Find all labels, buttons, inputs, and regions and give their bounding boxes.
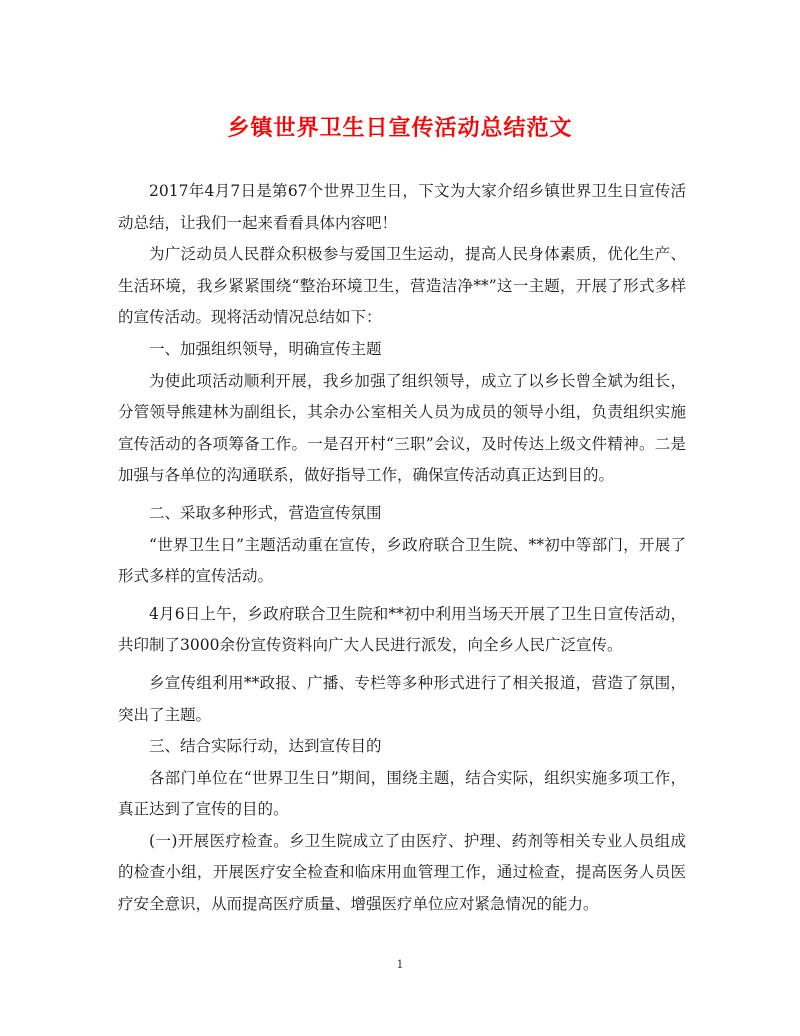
document-title: 乡镇世界卫生日宣传活动总结范文 [227,115,573,141]
section-heading-1: 一、加强组织领导，明确宣传主题 [149,339,382,358]
section-heading-2: 二、采取多种形式，营造宣传氛围 [149,503,382,522]
paragraph-organization: 为使此项活动顺利开展，我乡加强了组织领导，成立了以乡长曾全斌为组长，分管领导熊建林为副组长，其余办公室相关人员为成员的领导小组，负责组织实施宣传活动的各项筹备工作。一是召开村“三职”会议，及时传达上级文件精神。二是加强与各单位的沟通联系，做好指导工作，确保宣传活动真正达到目的。 [118,371,686,485]
paragraph-media: 乡宣传组利用**政报、广播、专栏等多种形式进行了相关报道，营造了氛围，突出了主题。 [118,673,686,724]
paragraph-forms: “世界卫生日”主题活动重在宣传，乡政府联合卫生院、**初中等部门，开展了形式多样的宣传活动。 [118,535,686,586]
document-body [118,176,686,921]
page-number: 1 [396,958,404,971]
section-heading-3: 三、结合实际行动，达到宣传目的 [149,737,382,756]
paragraph-intro: 2017年4月7日是第67个世界卫生日，下文为大家介绍乡镇世界卫生日宣传活动总结，让我们一起来看看具体内容吧！ [118,182,686,232]
paragraph-departments: 各部门单位在“世界卫生日”期间，围绕主题，结合实际，组织实施多项工作，真正达到了宣传的目的。 [118,768,686,819]
paragraph-background: 为广泛动员人民群众积极参与爱国卫生运动，提高人民身体素质，优化生产、生活环境，我乡紧紧围绕“整治环境卫生，营造洁净**”这一主题，开展了形式多样的宣传活动。现将活动情况总结如下： [118,245,686,327]
paragraph-medical-check: (一)开展医疗检查。乡卫生院成立了由医疗、护理、药剂等相关专业人员组成的检查小组，开展医疗安全检查和临床用血管理工作，通过检查，提高医务人员医疗安全意识，从而提高医疗质量、增强医疗单位应对紧急情况的能力。 [118,831,686,914]
paragraph-april-event: 4月6日上午，乡政府联合卫生院和**初中利用当场天开展了卫生日宣传活动，共印制了3000余份宣传资料向广大人民进行派发，向全乡人民广泛宣传。 [118,604,686,655]
